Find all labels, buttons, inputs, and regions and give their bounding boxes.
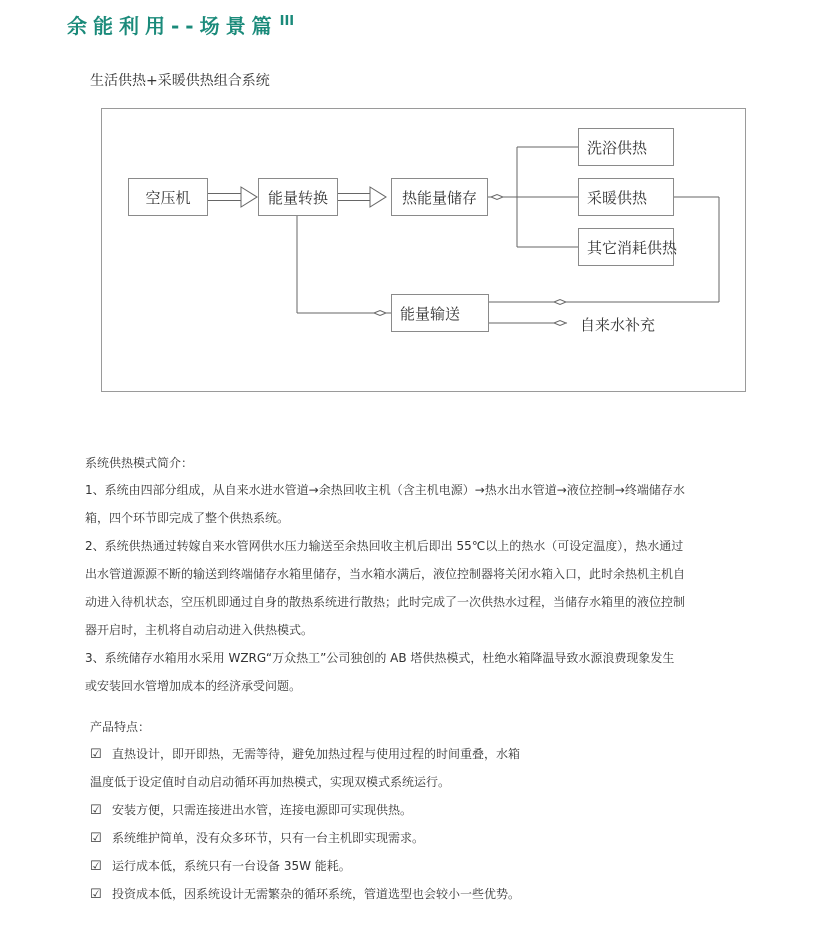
- checkbox-icon: ☑: [90, 747, 102, 762]
- feature-item-2-text: 安装方便，只需连接进出水管，连接电源即可实现供热。: [112, 803, 413, 817]
- paragraph-2-line-2: 出水管道源源不断的输送到终端储存水箱里储存，当水箱水满后，液位控制器将关闭水箱入口，此时余热机主机自: [85, 567, 686, 581]
- node-space-heating: 采暖供热: [578, 178, 674, 216]
- node-energy-conversion: 能量转换: [258, 178, 338, 216]
- page-title-text: 余能利用--场景篇: [67, 14, 278, 38]
- feature-item-3-text: 系统维护简单，没有众多环节，只有一台主机即实现需求。: [112, 831, 425, 845]
- paragraph-2-line-1: 2、系统供热通过转嫁自来水管网供水压力输送至余热回收主机后即出 55℃以上的热水（可设定温度），热水通过: [85, 539, 684, 553]
- checkbox-icon: ☑: [90, 803, 102, 818]
- node-compressor: 空压机: [128, 178, 208, 216]
- paragraph-3-line-1: 3、系统储存水箱用水采用 WZRG“万众热工”公司独创的 AB 塔供热模式，杜绝水箱降温导致水源浪费现象发生: [85, 651, 675, 665]
- page-title-suffix: III: [279, 14, 295, 29]
- node-other-heating: 其它消耗供热: [578, 228, 674, 266]
- node-heat-storage: 热能量储存: [391, 178, 488, 216]
- diagram-subtitle: 生活供热+采暖供热组合系统: [90, 73, 270, 89]
- feature-item-5: [90, 885, 520, 902]
- features-heading: 产品特点：: [90, 720, 151, 734]
- node-bath-heating: 洗浴供热: [578, 128, 674, 166]
- connector-tap-water: [489, 321, 567, 326]
- mode-heading: 系统供热模式简介：: [85, 456, 194, 470]
- paragraph-3-line-2: 或安装回水管增加成本的经济承受问题。: [85, 679, 302, 693]
- connector-conversion-to-transport: [297, 216, 391, 316]
- checkbox-icon: ☑: [90, 859, 102, 874]
- paragraph-2-line-4: 器开启时，主机将自动启动进入供热模式。: [85, 623, 314, 637]
- checkbox-icon: ☑: [90, 887, 102, 902]
- feature-item-4: [90, 857, 351, 874]
- arrow-compressor-to-conversion: [208, 187, 257, 207]
- node-energy-transport: 能量输送: [391, 294, 489, 332]
- feature-item-4-text: 运行成本低，系统只有一台设备 35W 能耗。: [112, 859, 351, 873]
- feature-item-2: [90, 801, 412, 818]
- feature-item-3: [90, 829, 424, 846]
- feature-item-1-text: 直热设计，即开即热，无需等待，避免加热过程与使用过程的时间重叠，水箱: [112, 747, 521, 761]
- paragraph-1-line-1: 1、系统由四部分组成，从自来水进水管道→余热回收主机（含主机电源）→热水出水管道→液位控制→终端储存水: [85, 483, 685, 497]
- feature-item-1: [90, 745, 520, 762]
- checkbox-icon: ☑: [90, 831, 102, 846]
- arrow-conversion-to-storage: [338, 187, 386, 207]
- label-tap-water: 自来水补充: [580, 316, 656, 334]
- paragraph-1-line-2: 箱，四个环节即完成了整个供热系统。: [85, 511, 290, 525]
- paragraph-2-line-3: 动进入待机状态，空压机即通过自身的散热系统进行散热；此时完成了一次供热水过程，当储存水箱里的液位控制: [85, 595, 686, 609]
- connector-storage-branches: [488, 147, 578, 247]
- feature-item-1-continuation: 温度低于设定值时自动启动循环再加热模式，实现双模式系统运行。: [90, 775, 451, 789]
- feature-item-5-text: 投资成本低，因系统设计无需繁杂的循环系统，管道选型也会较小一些优势。: [112, 887, 521, 901]
